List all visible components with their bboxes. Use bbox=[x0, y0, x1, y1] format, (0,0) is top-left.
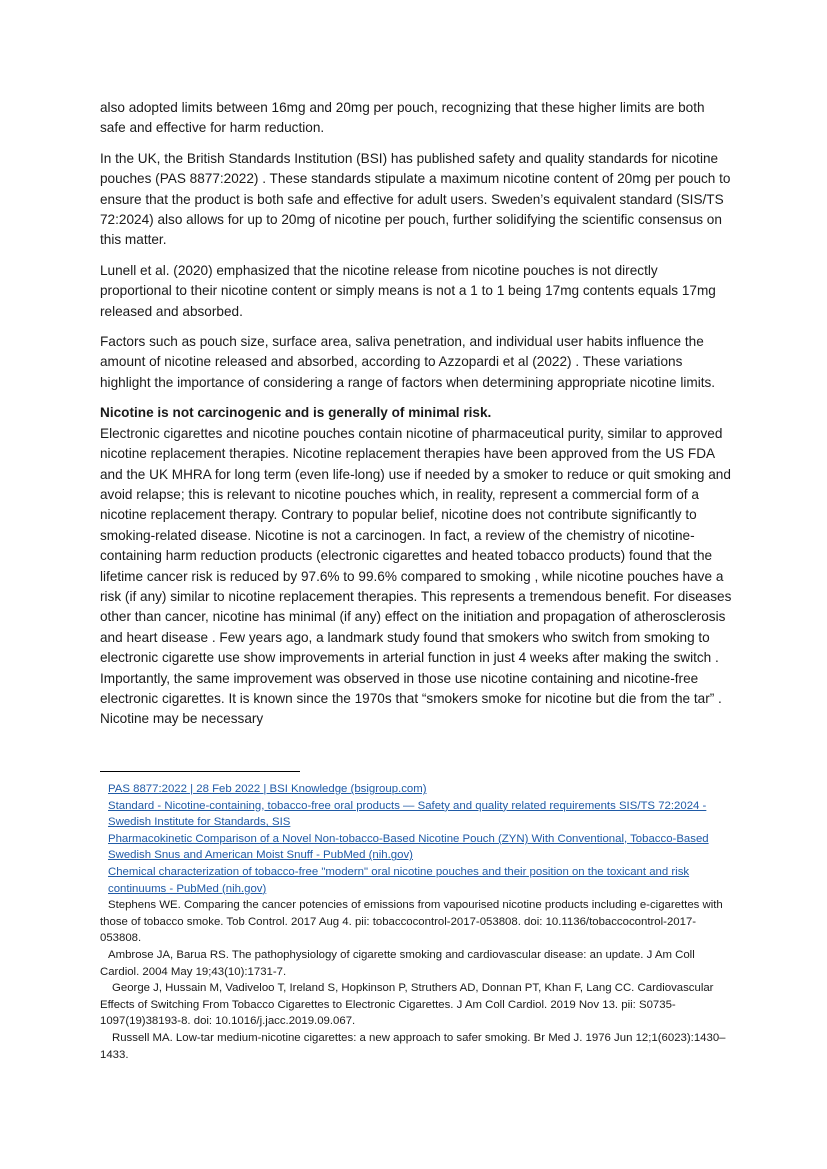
footnote-link-item bbox=[100, 781, 730, 798]
footnote-reference: Ambrose JA, Barua RS. The pathophysiology of cigarette smoking and cardiovascular disease: an update. J Am Coll Cardiol. 2004 May 19;43(10):1731-7. bbox=[100, 948, 695, 978]
footnote-link[interactable]: Pharmacokinetic Comparison of a Novel Non-tobacco-Based Nicotine Pouch (ZYN) With Conventional, Tobacco-Based Swedish Snus and American Moist Snuff - PubMed (nih.gov) bbox=[108, 832, 709, 862]
footnote-link[interactable]: Chemical characterization of tobacco-free "modern" oral nicotine pouches and their position on the toxicant and risk continuums - PubMed (nih.gov) bbox=[108, 865, 690, 895]
section-paragraph: Electronic cigarettes and nicotine pouches contain nicotine of pharmaceutical purity, similar to approved nicotine replacement therapies. Nicotine replacement therapies have been approved from the US FDA and the UK MHRA for long term (even life-long) use if needed by a smoker to reduce or quit smoking and avoid relapse; this is relevant to nicotine pouches which, in reality, represent a commercial form of a nicotine replacement therapy. Contrary to popular belief, nicotine does not contribute significantly to smoking-related disease. Nicotine is not a carcinogen. In fact, a review of the chemistry of nicotine-containing harm reduction products (electronic cigarettes and heated tobacco products) found that the lifetime cancer risk is reduced by 97.6% to 99.6% compared to smoking , while nicotine pouches have a risk (if any) similar to nicotine replacement therapies. This represents a tremendous benefit. For diseases other than cancer, nicotine has minimal (if any) effect on the initiation and propagation of atherosclerosis and heart disease . Few years ago, a landmark study found that smokers who switch from smoking to electronic cigarette use show improvements in arterial function in just 4 weeks after making the switch . Importantly, the same improvement was observed in those use nicotine containing and nicotine-free electronic cigarettes. It is known since the 1970s that “smokers smoke for nicotine but die from the tar” . Nicotine may be necessary bbox=[100, 425, 732, 727]
footnote-reference: Russell MA. Low-tar medium-nicotine cigarettes: a new approach to safer smoking. Br Med J. 1976 Jun 12;1(6023):1430–1433. bbox=[100, 1031, 726, 1061]
body-paragraph: Lunell et al. (2020) emphasized that the nicotine release from nicotine pouches is not directly proportional to their nicotine content or simply means is not a 1 to 1 being 17mg contents equals 17mg released and absorbed. bbox=[100, 262, 716, 319]
footnote-link-item bbox=[100, 798, 730, 831]
body-paragraph: also adopted limits between 16mg and 20mg per pouch, recognizing that these higher limits are both safe and effective for harm reduction. bbox=[100, 100, 705, 136]
document-body bbox=[100, 98, 732, 740]
footnotes bbox=[100, 781, 730, 1063]
footnote-link[interactable]: PAS 8877:2022 | 28 Feb 2022 | BSI Knowledge (bsigroup.com) bbox=[108, 783, 427, 795]
footnote-reference: George J, Hussain M, Vadiveloo T, Ireland S, Hopkinson P, Struthers AD, Donnan PT, Khan F, Lang CC. Cardiovascular Effects of Switching From Tobacco Cigarettes to Electronic Cigarettes. J Am Coll Cardiol. 2019 Nov 13. pii: S0735-1097(19)38193-8. doi: 10.1016/j.jacc.2019.09.067. bbox=[100, 982, 714, 1028]
footnote-link-item bbox=[100, 864, 730, 897]
footnote-reference: Stephens WE. Comparing the cancer potencies of emissions from vapourised nicotine products including e-cigarettes with those of tobacco smoke. Tob Control. 2017 Aug 4. pii: tobaccocontrol-2017-053808. doi: 10.1136/tobaccocontrol-2017-053808. bbox=[100, 899, 723, 945]
body-paragraph: Factors such as pouch size, surface area, saliva penetration, and individual user habits influence the amount of nicotine released and absorbed, according to Azzopardi et al (2022) . These variations highlight the importance of considering a range of factors when determining appropriate nicotine limits. bbox=[100, 334, 716, 390]
footnote-separator bbox=[100, 771, 300, 772]
section-heading: Nicotine is not carcinogenic and is generally of minimal risk. bbox=[100, 405, 492, 421]
footnote-link-item bbox=[100, 831, 730, 864]
body-paragraph: In the UK, the British Standards Institution (BSI) has published safety and quality standards for nicotine pouches (PAS 8877:2022) . These standards stipulate a maximum nicotine content of 20mg per pouch to ensure that the product is both safe and effective for adult users. Sweden’s equivalent standard (SIS/TS 72:2024) also allows for up to 20mg of nicotine per pouch, further solidifying the scientific consensus on this matter. bbox=[100, 150, 731, 248]
footnote-link[interactable]: Standard - Nicotine-containing, tobacco-free oral products — Safety and quality related requirements SIS/TS 72:2024 - Swedish Institute for Standards, SIS bbox=[108, 799, 707, 829]
